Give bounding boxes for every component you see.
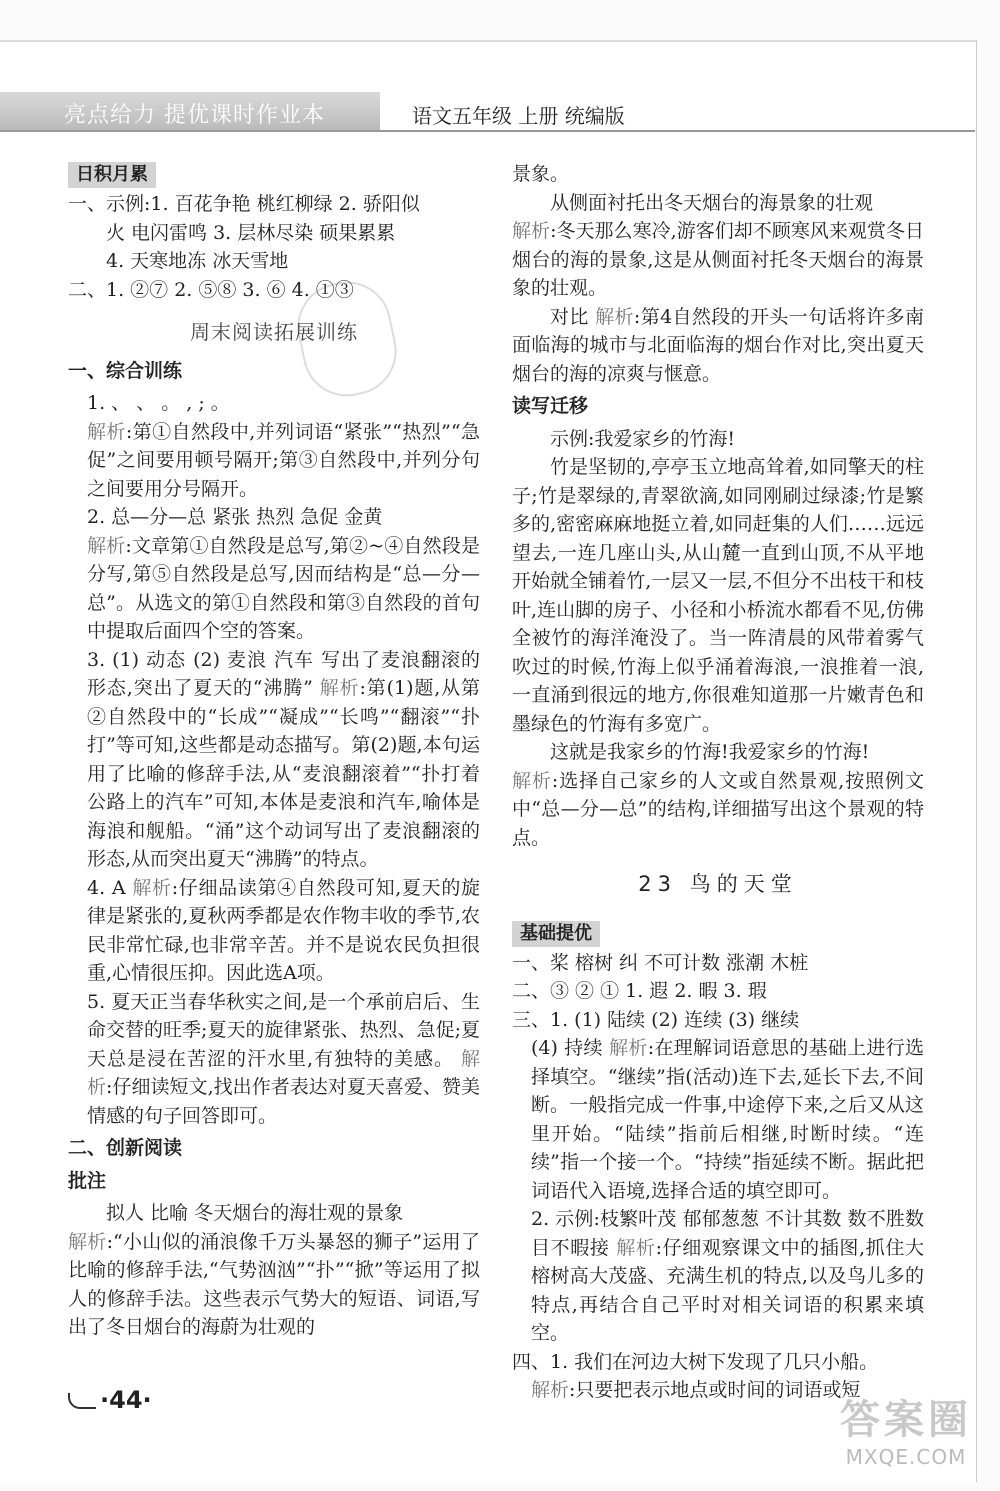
analysis-text: :文章第①自然段是总写,第②~④自然段是分写,第⑤自然段是总写,因而结构是“总—分—总”。从选文的第①自然段和第③自然段的首句中提取后面四个空的答案。	[87, 534, 480, 642]
section-1-heading: 一、综合训练	[68, 359, 183, 382]
acc-1: 一、示例:1. 百花争艳 桃红柳绿 2. 骄阳似	[68, 193, 420, 215]
weekend-title: 周末阅读拓展训练	[190, 320, 358, 344]
analysis-text: :仔细品读第④自然段可知,夏天的旋律是紧张的,夏秋两季都是农作物丰收的季节,农民非常忙碌,也非常辛苦。并不是说农民负担很重,心情很压抑。因此选A项。	[87, 876, 481, 984]
acc-2: 二、1. ②⑦ 2. ⑤⑧ 3. ⑥ 4. ①③	[68, 278, 354, 301]
pizhu-answer: 拟人 比喻 冬天烟台的海壮观的景象	[106, 1202, 404, 1224]
header-band	[0, 92, 380, 132]
basic-2: 二、③ ② ① 1. 遐 2. 暇 3. 瑕	[512, 980, 767, 1002]
page-number: ·44·	[100, 1386, 152, 1414]
analysis-text: :“小山似的涌浪像千万头暴怒的狮子”运用了比喻的修辞手法,“气势汹汹”“扑”“掀”等运用了拟人的修辞手法。这些表示气势大的短语、词语,写出了冬日烟台的海蔚为壮观的	[68, 1230, 480, 1338]
q1-analysis	[68, 418, 480, 504]
analysis-label: 解析	[87, 1047, 480, 1098]
left-column	[68, 160, 480, 1342]
swoosh-icon	[68, 1393, 96, 1409]
page-header	[0, 92, 1000, 136]
example-heading: 示例:我爱家乡的竹海!	[550, 427, 736, 450]
analysis-label: 解析	[132, 876, 172, 899]
continued-text: 景象。	[512, 163, 570, 185]
q1: 1. 、 、 。 , ; 。	[87, 392, 230, 414]
header-rule	[0, 130, 975, 132]
watermark-url: MXQE.COM	[845, 1445, 967, 1469]
basic-1: 一、桨 榕树 纠 不可计数 涨潮 木桩	[512, 951, 809, 974]
tag-accumulate: 日积月累	[68, 162, 156, 188]
q3	[68, 646, 480, 874]
q5	[68, 988, 480, 1131]
example-body: 竹是坚韧的,亭亭玉立地高耸着,如同擎天的柱子;竹是翠绿的,青翠欲滴,如同刚刷过绿漆;竹是繁多的,密密麻麻地挺立着,如同赶集的人们……远远望去,一连几座山头,从山麓一直到山顶,不从平地开始就全铺着竹,一层又一层,不但分不出枝干和枝叶,连山脚的房子、小径和小桥流水都看不见,仿佛全被竹的海洋淹没了。当一阵清晨的风带着雾气吹过的时候,竹海上似乎涌着海浪,一浪推着一浪,一直涌到很远的地方,你很难知道那一片嫩青色和墨绿色的竹海有多宽广。	[512, 456, 924, 735]
basic-4: 四、1. 我们在河边大树下发现了几只小船。	[512, 1350, 879, 1373]
lesson-title: 23 鸟的天堂	[638, 872, 798, 896]
analysis-label: 解析	[595, 305, 634, 328]
analysis-label: 解析	[87, 534, 126, 557]
analysis-label: 解析	[609, 1037, 648, 1059]
q2: 2. 总—分—总 紧张 热烈 急促 金黄	[87, 506, 383, 528]
basic-3-2	[512, 1205, 924, 1348]
tag-basic: 基础提优	[512, 921, 600, 947]
acc-1c: 4. 天寒地冻 冰天雪地	[106, 250, 289, 272]
analysis-text: :仔细观察课文中的插图,抓住大榕树高大茂盛、充满生机的特点,以及鸟儿多的特点,再结合自己平时对相关词语的积累来填空。	[531, 1236, 924, 1344]
analysis-text: :选择自己家乡的人文或自然景观,按照例文中“总—分—总”的结构,详细描写出这个景观的特点。	[512, 769, 924, 849]
analysis-text: :第(1)题,从第②自然段中的“长成”“凝成”“长鸣”“翻滚”“扑打”等可知,这些都是动态描写。第(2)题,本句运用了比喻的修辞手法,从“麦浪翻滚着”“扑打着公路上的汽车”可知,本体是麦浪和汽车,喻体是海浪和舰船。“涌”这个动词写出了麦浪翻滚的形态,从而突出夏天“沸腾”的特点。	[87, 677, 480, 870]
analysis-text: :只要把表示地点或时间的词语或短	[569, 1379, 861, 1401]
grade-info: 语文五年级 上册 统编版	[412, 104, 625, 128]
right-column	[512, 160, 924, 1405]
basic-3b-answer: (4) 持续	[531, 1037, 603, 1059]
example-analysis	[512, 767, 924, 853]
basic-3b	[512, 1034, 924, 1205]
duibi-answer	[512, 303, 924, 389]
example-end: 这就是我家乡的竹海!我爱家乡的竹海!	[550, 741, 870, 763]
analysis-text: :第①自然段中,并列词语“紧张”“热烈”“急促”之间要用顿号隔开;第③自然段中,并列分句之间要用分号隔开。	[87, 420, 480, 500]
page-footer	[68, 1386, 152, 1414]
basic-3: 三、1. (1) 陆续 (2) 连续 (3) 继续	[512, 1008, 800, 1031]
analysis-label: 解析	[616, 1236, 656, 1259]
basic-3-2-answer: 2. 示例:枝繁叶茂 郁郁葱葱 不计其数 数不胜数 目不暇接	[531, 1208, 924, 1259]
q4-answer: 4. A	[87, 876, 126, 899]
watermark	[840, 1388, 972, 1469]
duxie-heading: 读写迁移	[512, 395, 589, 417]
pizhu-heading: 批注	[68, 1169, 107, 1192]
analysis-label: 解析	[512, 769, 552, 792]
q4	[68, 874, 480, 988]
analysis-text: :仔细读短文,找出作者表达对夏天喜爱、赞美情感的句子回答即可。	[87, 1076, 480, 1127]
acc-1b: 火 电闪雷鸣 3. 层林尽染 硕果累累	[106, 221, 396, 244]
side-analysis	[512, 217, 924, 303]
section-2-heading: 二、创新阅读	[68, 1137, 183, 1159]
analysis-label: 解析	[319, 677, 360, 699]
analysis-label: 解析	[87, 420, 126, 443]
duibi-text: 对比	[550, 305, 589, 328]
q3-answer: 3. (1) 动态 (2) 麦浪 汽车 写出了麦浪翻滚的形态,突出了夏天的“沸腾”	[87, 648, 480, 699]
analysis-text: :冬天那么寒冷,游客们却不顾寒风来观赏冬日烟台的海的景象,这是从侧面衬托冬天烟台的海景象的壮观。	[512, 220, 924, 299]
q5-answer: 5. 夏天正当春华秋实之间,是一个承前启后、生命交替的旺季;夏天的旋律紧张、热烈、急促;夏天总是浸在苦涩的汗水里,有独特的美感。	[87, 990, 480, 1070]
analysis-label: 解析	[512, 220, 551, 242]
pizhu-analysis	[68, 1228, 480, 1342]
q2-analysis	[68, 532, 480, 646]
watermark-logo: 答案圈	[840, 1397, 972, 1443]
analysis-text: :在理解词语意思的基础上进行选择填空。“继续”指(活动)连下去,延长下去,不间断。一般指完成一件事,中途停下来,之后又从这里开始。“陆续”指前后相继,时断时续。“连续”指一个接一个。“持续”指延续不断。据此把词语代入语境,选择合适的填空即可。	[531, 1037, 924, 1202]
analysis-label: 解析	[68, 1230, 107, 1253]
analysis-text: :第4自然段的开头一句话将许多南面临海的城市与北面临海的烟台作对比,突出夏天烟台的海的凉爽与惬意。	[512, 305, 924, 385]
series-title: 亮点给力 提优课时作业本	[64, 103, 325, 128]
side-answer: 从侧面衬托出冬天烟台的海景象的壮观	[550, 191, 874, 214]
analysis-label: 解析	[531, 1379, 570, 1401]
